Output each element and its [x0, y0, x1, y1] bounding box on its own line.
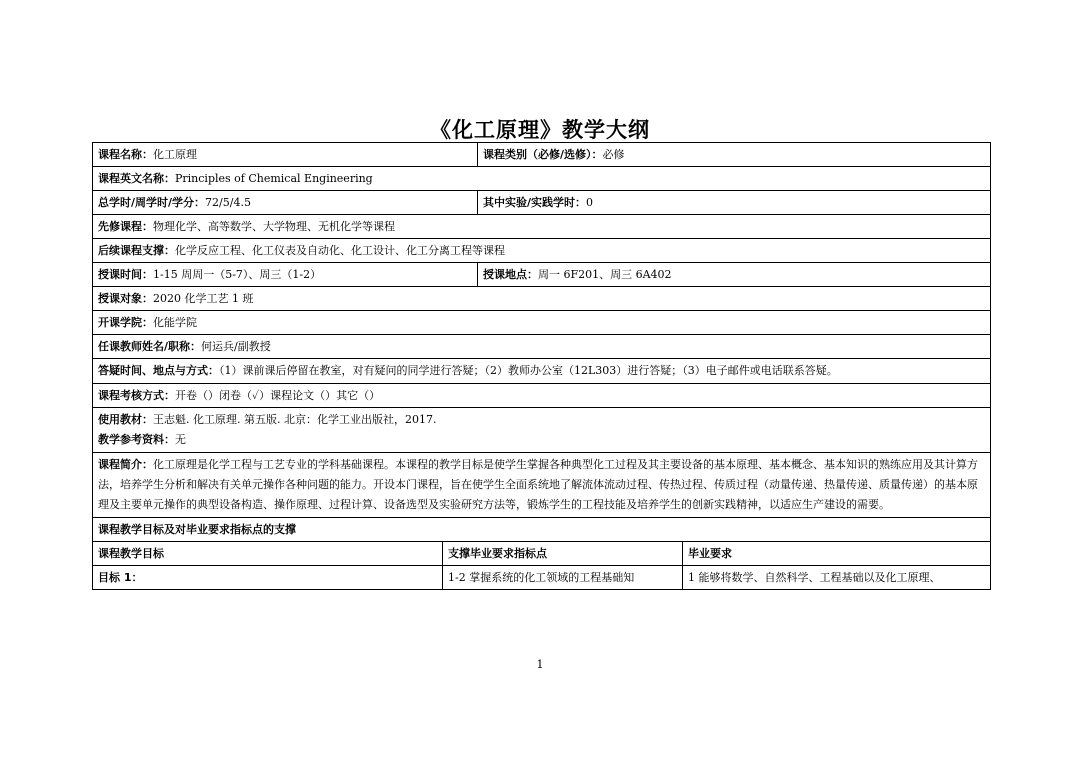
lab-hours-label: 其中实验/实践学时：: [483, 196, 587, 209]
prereq-label: 先修课程：: [98, 220, 153, 233]
teacher-label: 任课教师姓名/职称：: [98, 340, 202, 353]
course-type-label: 课程类别（必修/选修）：: [483, 148, 603, 161]
english-name-value: Principles of Chemical Engineering: [175, 172, 373, 185]
row-objectives-heading: [93, 518, 991, 542]
course-name-value: 化工原理: [153, 148, 197, 161]
hours-value: 72/5/4.5: [205, 196, 251, 209]
school-value: 化能学院: [153, 316, 197, 329]
intro-value: 化工原理是化学工程与工艺专业的学科基础课程。本课程的教学目标是使学生掌握各种典型化工过程及其主要设备的基本原理、基本概念、基本知识的熟练应用及其计算方法，培养学生分析和解决有关单元操作各种问题的能力。开设本门课程，旨在使学生全面系统地了解流体流动过程、传热过程、传质过程（动量传递、热量传递、质量传递）的基本原理及主要单元操作的典型设备构造、操作原理、过程计算、设备选型及实验研究方法等，锻炼学生的工程技能及培养学生的创新实践精神，以适应生产建设的需要。: [98, 458, 978, 511]
row-time-place: [93, 263, 991, 287]
reference-line: [98, 430, 985, 450]
column-header-objective: 课程教学目标: [93, 542, 443, 566]
follow-value: 化学反应工程、化工仪表及自动化、化工设计、化工分离工程等课程: [175, 244, 505, 257]
row-teacher: [93, 335, 991, 359]
teacher-value: 何运兵/副教授: [201, 340, 271, 353]
prereq-value: 物理化学、高等数学、大学物理、无机化学等课程: [153, 220, 395, 233]
qa-value: （1）课前课后停留在教室，对有疑问的同学进行答疑；（2）教师办公室（12L303）进行答疑；（3）电子邮件或电话联系答疑。: [219, 364, 838, 377]
objectives-heading: 课程教学目标及对毕业要求指标点的支撑: [93, 518, 991, 542]
hours-cell: [93, 191, 478, 215]
assessment-label: 课程考核方式：: [98, 389, 175, 402]
row-hours: [93, 191, 991, 215]
course-name-label: 课程名称：: [98, 148, 153, 161]
syllabus-table: [92, 142, 991, 590]
time-value: 1-15 周周一（5-7）、周三（1-2）: [153, 268, 322, 281]
follow-cell: [93, 239, 991, 263]
follow-label: 后续课程支撑：: [98, 244, 175, 257]
place-cell: [478, 263, 991, 287]
row-school: [93, 311, 991, 335]
english-name-cell: [93, 167, 991, 191]
textbook-line: [98, 410, 985, 430]
row-english-name: [93, 167, 991, 191]
course-type-cell: [478, 143, 991, 167]
time-cell: [93, 263, 478, 287]
school-label: 开课学院：: [98, 316, 153, 329]
audience-label: 授课对象：: [98, 292, 153, 305]
lab-hours-value: 0: [586, 196, 594, 209]
course-name-cell: [93, 143, 478, 167]
row-qa: [93, 359, 991, 384]
place-value: 周一 6F201、周三 6A402: [538, 268, 672, 281]
row-prereq: [93, 215, 991, 239]
place-label: 授课地点：: [483, 268, 538, 281]
row-course-name: [93, 143, 991, 167]
column-header-requirement: 毕业要求: [683, 542, 991, 566]
course-type-value: 必修: [602, 148, 625, 161]
time-label: 授课时间：: [98, 268, 153, 281]
row-objectives-columns: [93, 542, 991, 566]
school-cell: [93, 311, 991, 335]
row-follow: [93, 239, 991, 263]
qa-label: 答疑时间、地点与方式：: [98, 364, 219, 377]
audience-cell: [93, 287, 991, 311]
row-audience: [93, 287, 991, 311]
audience-value: 2020 化学工艺 1 班: [153, 292, 254, 305]
english-name-label: 课程英文名称：: [98, 172, 175, 185]
textbook-value: 王志魁. 化工原理. 第五版. 北京：化学工业出版社，2017.: [153, 413, 437, 426]
reference-value: 无: [175, 433, 186, 446]
hours-label: 总学时/周学时/学分：: [98, 196, 206, 209]
assessment-value: 开卷（）闭卷（✓）课程论文（）其它（）: [175, 389, 381, 402]
row-textbook: [93, 408, 991, 453]
intro-cell: [93, 453, 991, 518]
column-header-indicator: 支撑毕业要求指标点: [443, 542, 683, 566]
reference-label: 教学参考资料：: [98, 433, 175, 446]
lab-hours-cell: [478, 191, 991, 215]
intro-label: 课程简介：: [98, 458, 153, 471]
assessment-cell: [93, 384, 991, 408]
row-assessment: [93, 384, 991, 408]
teacher-cell: [93, 335, 991, 359]
prereq-cell: [93, 215, 991, 239]
textbook-cell: [93, 408, 991, 453]
textbook-label: 使用教材：: [98, 413, 153, 426]
indicator-cell: 1-2 掌握系统的化工领域的工程基础知: [443, 566, 683, 590]
page-number: 1: [536, 658, 544, 671]
qa-cell: [93, 359, 991, 384]
requirement-cell: 1 能够将数学、自然科学、工程基础以及化工原理、: [683, 566, 991, 590]
row-intro: [93, 453, 991, 518]
document-title: 《化工原理》教学大纲: [430, 118, 650, 142]
objective-cell: 目标 1：: [93, 566, 443, 590]
table-row: [93, 566, 991, 590]
